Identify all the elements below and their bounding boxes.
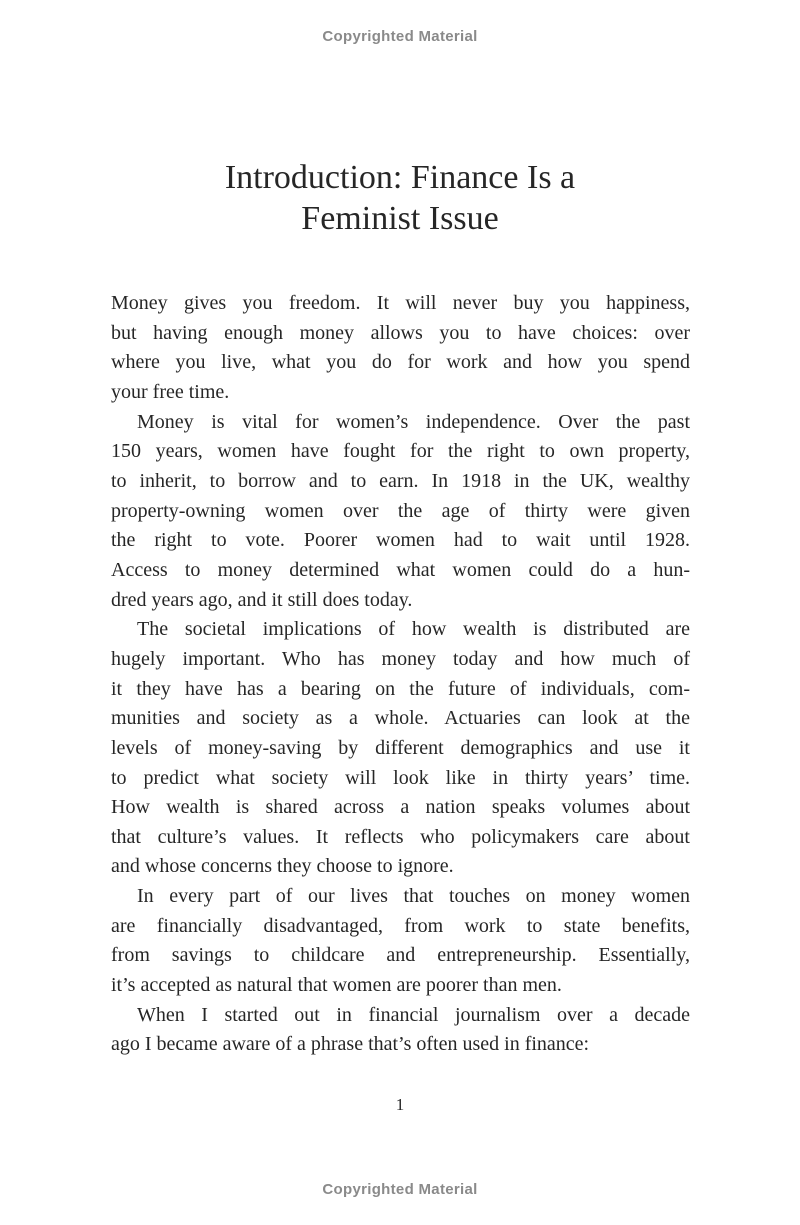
page-number: 1: [395, 1095, 405, 1114]
paragraph: [111, 615, 690, 882]
text-line: 150 years, women have fought for the right to own property,: [111, 440, 690, 463]
chapter-title-line-1: Introduction: Finance Is a: [224, 159, 576, 196]
text-line: are financially disadvantaged, from work to state benefits,: [111, 914, 690, 937]
text-line: The societal implications of how wealth is distributed are: [137, 618, 690, 641]
body-text: [111, 289, 690, 1060]
paragraph: [111, 289, 690, 408]
text-line: Access to money determined what women could do a hun-: [111, 558, 690, 581]
paragraph: [111, 882, 690, 1001]
text-line: from savings to childcare and entrepreneurship. Essentially,: [111, 944, 690, 967]
text-line: hugely important. Who has money today and how much of: [111, 647, 690, 670]
text-line: dred years ago, and it still does today.: [111, 588, 413, 611]
text-line: In every part of our lives that touches on money women: [137, 885, 690, 908]
chapter-title-line-2: Feminist Issue: [301, 200, 499, 237]
text-line: levels of money-saving by different demographics and use it: [111, 736, 690, 759]
text-line: that culture’s values. It reflects who policymakers care about: [111, 825, 690, 848]
text-line: the right to vote. Poorer women had to wait until 1928.: [111, 529, 690, 552]
chapter-title: [0, 157, 800, 239]
text-line: where you live, what you do for work and how you spend: [111, 351, 690, 374]
text-line: ago I became aware of a phrase that’s often used in finance:: [111, 1033, 590, 1056]
text-line: it they have has a bearing on the future of individuals, com-: [111, 677, 690, 700]
text-line: How wealth is shared across a nation speaks volumes about: [111, 796, 690, 819]
text-line: property-owning women over the age of thirty were given: [111, 499, 690, 522]
text-line: to predict what society will look like in thirty years’ time.: [111, 766, 690, 789]
text-line: it’s accepted as natural that women are poorer than men.: [111, 974, 562, 997]
text-line: munities and society as a whole. Actuaries can look at the: [111, 707, 690, 730]
copyright-notice-top: Copyrighted Material: [322, 28, 478, 45]
paragraph: [111, 1001, 690, 1060]
copyright-notice-bottom: Copyrighted Material: [322, 1181, 478, 1198]
paragraph: [111, 408, 690, 616]
text-line: your free time.: [111, 380, 230, 403]
text-line: When I started out in financial journalism over a decade: [137, 1003, 690, 1026]
text-line: Money gives you freedom. It will never buy you happiness,: [111, 292, 690, 314]
text-line: but having enough money allows you to have choices: over: [111, 321, 690, 344]
text-line: to inherit, to borrow and to earn. In 1918 in the UK, wealthy: [111, 469, 690, 492]
text-line: Money is vital for women’s independence. Over the past: [137, 410, 690, 433]
text-line: and whose concerns they choose to ignore.: [111, 855, 454, 878]
